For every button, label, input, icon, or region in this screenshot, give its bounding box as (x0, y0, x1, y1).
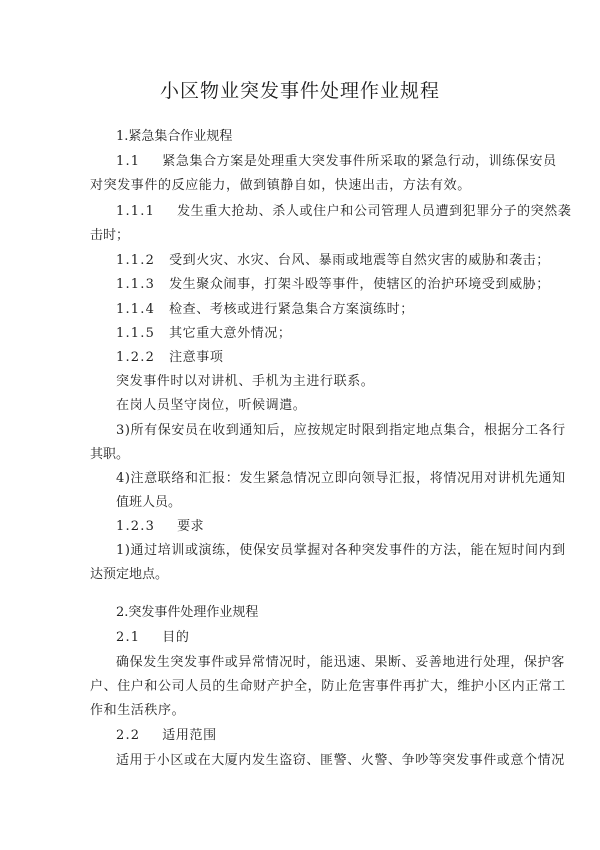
note-3-continuation: 其职。 (90, 447, 130, 462)
note-2: 在岗人员坚守岗位，听候调遣。 (116, 398, 307, 413)
section-2-heading: 2.突发事件处理作业规程 (116, 605, 259, 620)
item-number: 1.1.1 (116, 204, 156, 219)
scope-line-1: 适用于小区或在大厦内发生盗窃、匪警、火警、争吵等突发事件或意个情况 (116, 753, 565, 768)
item-text: 紧急集合方案是处理重大突发事件所采取的紧急行动，训练保安员 (162, 154, 557, 169)
paragraph-1-1-3 (116, 276, 550, 294)
paragraph-1-1-continuation: 对突发事件的反应能力，做到镇静自如，快速出击，方法有效。 (90, 178, 471, 193)
note-3-first-line: 3)所有保安员在收到通知后，应按规定时限到指定地点集合，根据分工各行 (116, 423, 566, 438)
note-1: 突发事件时以对讲机、手机为主进行联系。 (116, 374, 375, 389)
item-number: 1.2.3 (116, 519, 156, 534)
item-number: 1.1 (116, 154, 141, 169)
item-text: 目的 (162, 630, 190, 645)
item-text: 受到火灾、水灾、台风、暴雨或地震等自然灾害的威胁和袭击； (169, 253, 550, 268)
item-number: 1.1.4 (116, 302, 156, 317)
paragraph-1-1-4 (116, 301, 414, 319)
requirement-1-continuation: 达预定地点。 (90, 567, 169, 582)
paragraph-1-2-3 (116, 518, 204, 536)
paragraph-1-1-1-first-line (116, 203, 571, 221)
purpose-line-3: 作和生活秩序。 (90, 703, 186, 718)
item-text: 其它重大意外情况； (169, 326, 292, 341)
document-title: 小区物业突发事件处理作业规程 (159, 80, 440, 102)
requirement-1-first-line: 1)通过培训或演练，使保安员掌握对各种突发事件的方法，能在短时间内到 (116, 543, 566, 558)
item-number: 2.2 (116, 728, 141, 743)
paragraph-1-1-2 (116, 252, 550, 270)
paragraph-2-2 (116, 727, 217, 745)
item-number: 1.1.5 (116, 326, 156, 341)
purpose-line-1: 确保发生突发事件或异常情况时，能迅速、果断、妥善地进行处理，保护客 (116, 655, 565, 670)
paragraph-1-1-1-continuation: 击时； (90, 228, 130, 243)
item-text: 发生重大抢劫、杀人或住户和公司管理人员遭到犯罪分子的突然袭 (177, 204, 572, 219)
item-number: 1.1.3 (116, 277, 156, 292)
item-number: 1.2.2 (116, 350, 156, 365)
paragraph-2-1 (116, 629, 189, 647)
paragraph-1-2-2 (116, 349, 223, 367)
purpose-line-2: 户、住户和公司人员的生命财产护全，防止危害事件再扩大，维护小区内正常工 (90, 679, 567, 694)
item-text: 注意事项 (169, 350, 224, 365)
note-4-continuation: 值班人员。 (116, 495, 182, 510)
paragraph-1-1-5 (116, 325, 291, 343)
item-text: 发生聚众闹事，打架斗殴等事件，使辖区的治护环境受到威胁； (169, 277, 550, 292)
paragraph-1-1-first-line (116, 153, 557, 171)
item-number: 2.1 (116, 630, 141, 645)
note-4-first-line: 4)注意联络和汇报：发生紧急情况立即向领导汇报，将情况用对讲机先通知 (116, 471, 566, 486)
section-1-heading: 1.紧急集合作业规程 (116, 129, 233, 144)
item-number: 1.1.2 (116, 253, 156, 268)
item-text: 适用范围 (162, 728, 217, 743)
item-text: 要求 (177, 519, 205, 534)
item-text: 检查、考核或进行紧急集合方案演练时； (169, 302, 414, 317)
